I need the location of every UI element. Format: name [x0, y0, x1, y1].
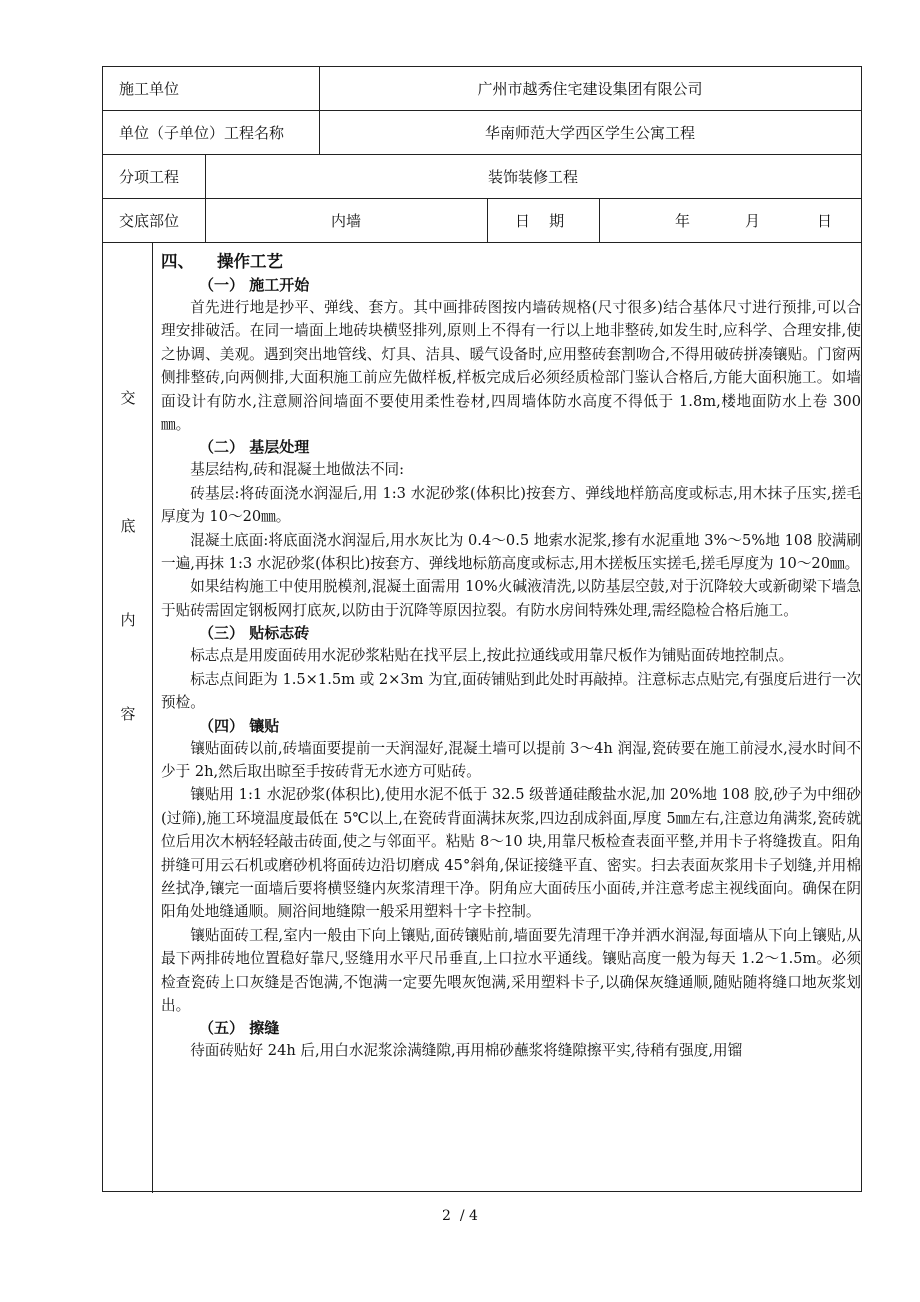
s5-title: （五） 擦缝 — [199, 1019, 280, 1038]
s1-paragraph-1: 首先进行地是抄平、弹线、套方。其中画排砖图按内墙砖规格(尺寸很多)结合基体尺寸进行预排,可以合理安排破活。在同一墙面上地砖块横竖排列,原则上不得有一行以上地非整砖,如发生时,应科学、合理安排,使之协调、美观。遇到突出地管线、灯具、洁具、暖气设备时,应用整砖套割吻合,不得用破砖拼凑镶贴。门窗两侧排整砖,向两侧排,大面积施工前应先做样板,样板完成后必须经质检部门鉴认合格后,方能大面积施工。如墙面设计有防水,注意厕浴间墙面不要使用柔性卷材,四周墙体防水高度不得低于 1.8m,楼地面防水上卷 300㎜。 — [161, 299, 861, 434]
content-side-label — [103, 243, 153, 1193]
subproject-value: 装饰装修工程 — [487, 168, 578, 186]
s3-paragraph-2: 标志点间距为 1.5×1.5m 或 2×3m 为宜,面砖铺贴到此处时再敲掉。注意标志点贴完,有强度后进行一次预检。 — [161, 670, 861, 712]
s2-paragraph-4: 如果结构施工中使用脱模剂,混凝土面需用 10%火碱液清洗,以防基层空鼓,对于沉降较大或新砌梁下墙急于贴砖需固定钢板网打底灰,以防由于沉降等原因拉裂。有防水房间特殊处理,需经隐检合格后施工。 — [161, 578, 861, 619]
s4-paragraph-1: 镶贴面砖以前,砖墙面要提前一天润湿好,混凝土墙可以提前 3～4h 润湿,瓷砖要在施工前浸水,浸水时间不少于 2h,然后取出晾至手按砖背无水迹方可贴砖。 — [161, 739, 861, 780]
unit-label: 施工单位 — [119, 80, 180, 98]
page-number: 2 / 4 — [442, 1208, 478, 1224]
date-value — [599, 199, 861, 242]
side-char-3: 内 — [120, 611, 136, 629]
s1-title: （一） 施工开始 — [199, 276, 310, 294]
date-label: 日 期 — [515, 212, 565, 230]
s2-paragraph-1: 基层结构,砖和混凝土地做法不同: — [190, 461, 405, 479]
row-construction-unit — [103, 67, 861, 111]
s2-paragraph-2: 砖基层:将砖面浇水润湿后,用 1:3 水泥砂浆(体积比)按套方、弹线地样筋高度或标志,用木抹子压实,搓毛厚度为 10～20㎜。 — [161, 484, 861, 526]
s3-paragraph-1: 标志点是用废面砖用水泥砂浆粘贴在找平层上,按此拉通线或用靠尺板作为铺贴面砖地控制点。 — [190, 647, 794, 665]
location-label: 交底部位 — [119, 212, 180, 230]
subproject-label: 分项工程 — [119, 168, 180, 186]
section-heading: 四、 操作工艺 — [161, 252, 283, 271]
project-label: 单位（子单位）工程名称 — [119, 124, 285, 142]
date-day: 日 — [817, 212, 833, 230]
s4-paragraph-3: 镶贴面砖工程,室内一般由下向上镶贴,面砖镶贴前,墙面要先清理干净并洒水润湿,每面墙从下向上镶贴,从最下两排砖地位置稳好靠尺,竖缝用水平尺吊垂直,上口拉水平通线。镶贴高度一般为每天 1.2～1.5m。必须检查瓷砖上口灰缝是否饱满,不饱满一定要先喂灰饱满,采用塑料卡子,以确保灰缝通顺,随贴随将缝口地灰浆划出。 — [161, 926, 861, 1014]
s4-paragraph-2: 镶贴用 1:1 水泥砂浆(体积比),使用水泥不低于 32.5 级普通硅酸盐水泥,加 20%地 108 胶,砂子为中细砂(过筛),施工环境温度最低在 5℃以上,在瓷砖背面满抹灰浆,四边刮成斜面,厚度 5㎜左右,注意边角满浆,瓷砖就位后用次木柄轻轻敲击砖面,使之与邻面平。粘贴 8～10 块,用靠尺板检查表面平整,并用卡子将缝拨直。阳角拼缝可用云石机或磨砂机将面砖边沿切磨成 45°斜角,保证接缝平直、密实。扫去表面灰浆用卡子划缝,并用棉丝拭净,镶完一面墙后要将横竖缝内灰浆清理干净。阴角应大面砖压小面砖,并注意考虑主视线面向。确保在阴阳角处地缝通顺。厕浴间地缝隙一般采用塑料十字卡控制。 — [161, 786, 861, 921]
side-char-4: 容 — [120, 705, 136, 723]
row-project-name — [103, 111, 861, 155]
s2-title: （二） 基层处理 — [199, 438, 310, 457]
location-value: 内墙 — [330, 212, 361, 230]
unit-value: 广州市越秀住宅建设集团有限公司 — [477, 80, 703, 98]
row-location — [103, 199, 861, 243]
project-value: 华南师范大学西区学生公寓工程 — [484, 124, 695, 142]
s2-paragraph-3: 混凝土底面:将底面浇水润湿后,用水灰比为 0.4～0.5 地索水泥浆,掺有水泥重地 3%～5%地 108 胶满刷一遍,再抹 1:3 水泥砂浆(体积比)按套方、弹线地标筋高度或标志,用木搓板压实搓毛,搓毛厚度为 10～20㎜。 — [161, 531, 861, 573]
side-char-1: 交 — [120, 389, 136, 407]
s5-paragraph-1: 待面砖贴好 24h 后,用白水泥浆涂满缝隙,再用棉砂蘸浆将缝隙擦平实,待稍有强度,用镏 — [190, 1042, 743, 1060]
disclosure-table — [102, 66, 862, 1192]
s3-title: （三） 贴标志砖 — [199, 624, 310, 643]
row-subproject — [103, 155, 861, 199]
date-month: 月 — [745, 212, 761, 230]
side-char-2: 底 — [120, 517, 136, 535]
date-year: 年 — [675, 212, 691, 230]
disclosure-content — [161, 249, 861, 1063]
s4-title: （四） 镶贴 — [199, 716, 280, 735]
